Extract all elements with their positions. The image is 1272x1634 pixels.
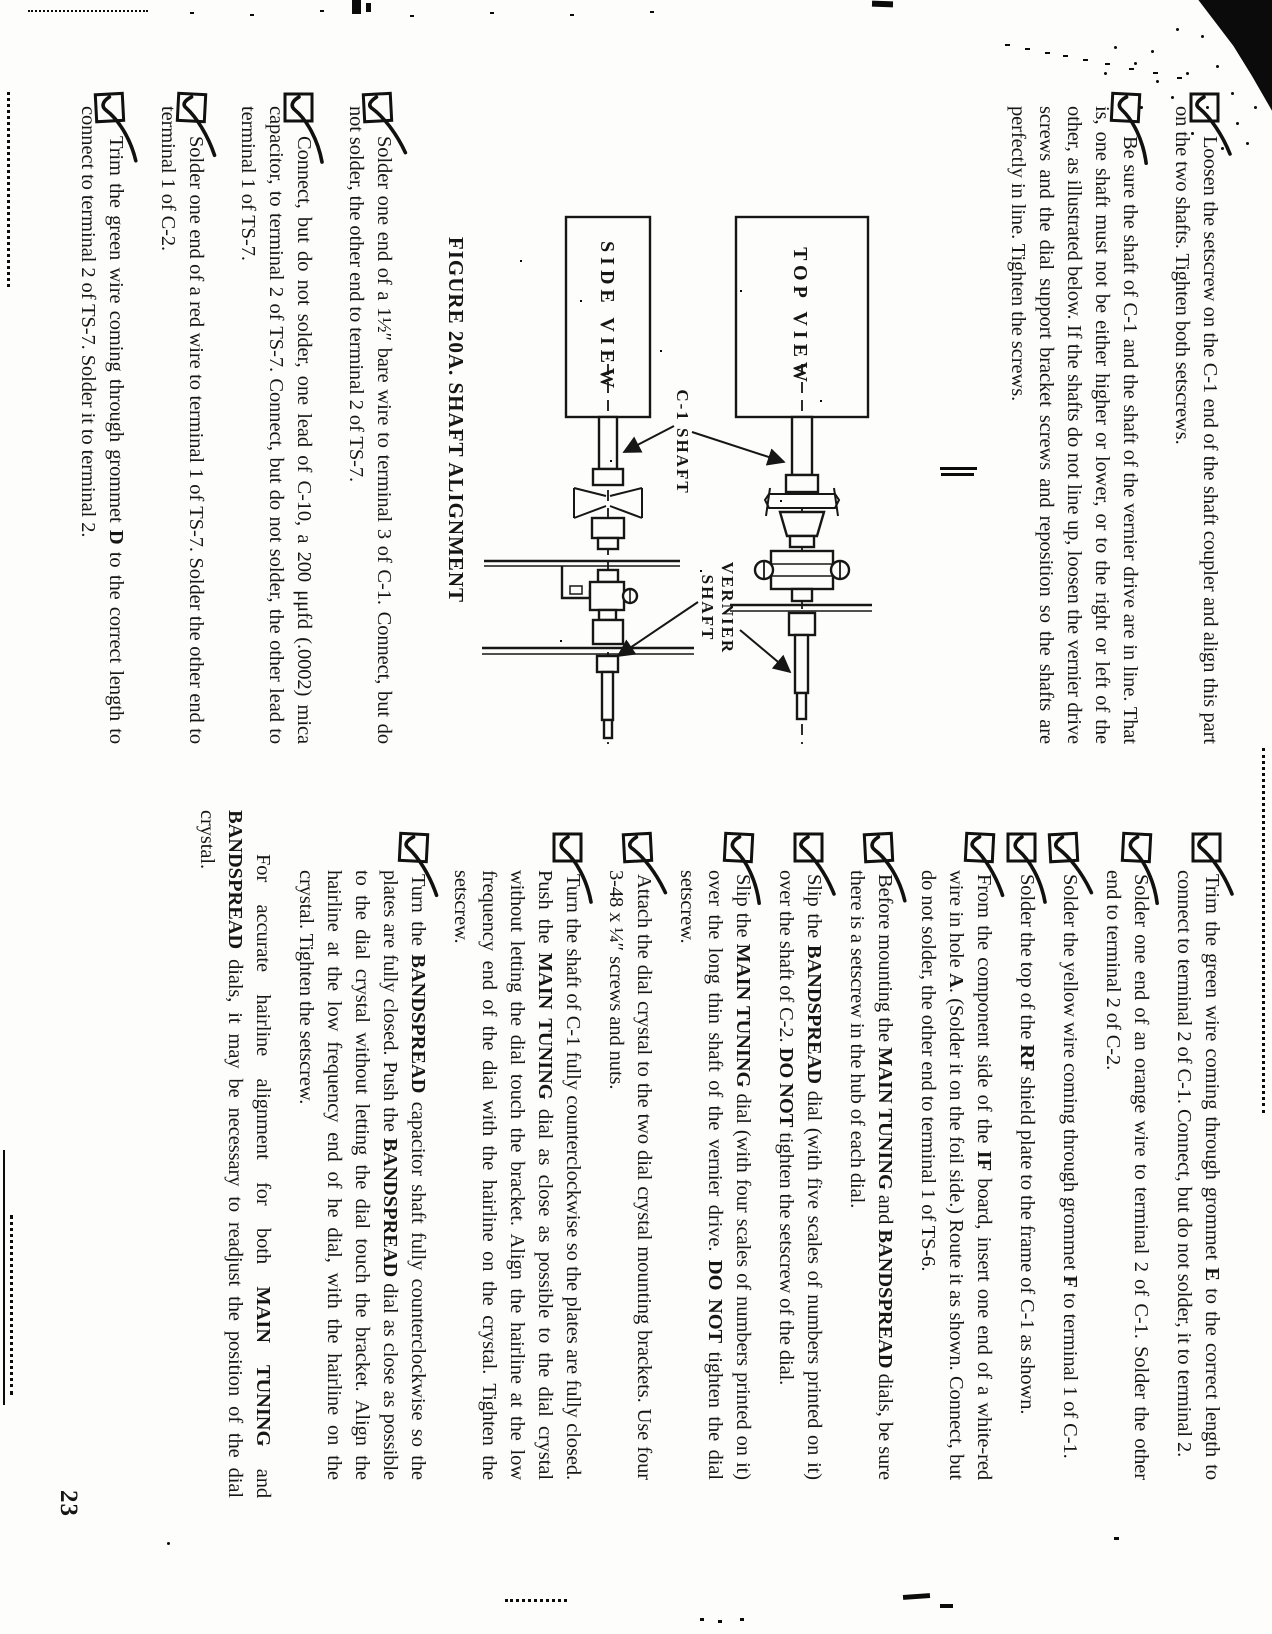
- checklist-step: [1168, 96, 1224, 744]
- checklist-step: [342, 96, 398, 744]
- step-text-segment: shield plate to the frame of C-1 as shown.: [1016, 1071, 1038, 1415]
- step-text-segment: dials, it may be necessary to readjust the position of the dial crystal.: [196, 810, 246, 1498]
- checklist-step: [154, 96, 210, 744]
- top-view-label: TOP VIEW: [789, 247, 811, 387]
- step-text-segment: From the component side of the: [973, 874, 995, 1151]
- shaft-alignment-figure: [472, 96, 980, 744]
- step-text-segment: dial (with five scales of numbers printed on it) over the shaft of C-2.: [775, 870, 825, 1480]
- vernier-shaft-label-line1: VERNIER: [718, 561, 737, 655]
- checklist-step: [447, 836, 587, 1480]
- step-text-segment: dial (with four scales of numbers printed on it) over the long thin shaft of the vernier drive.: [704, 870, 754, 1480]
- scan-artifact-corner-speckle: [1246, 10, 1249, 13]
- step-text-segment: Solder one end of a 1½″ bare wire to terminal 3 of C-1. Connect, but do not solder, the other end to terminal 2 of TS-7.: [345, 106, 395, 744]
- page-number: 23: [55, 1490, 82, 1517]
- step-text-segment: BANDSPREAD: [874, 1229, 896, 1369]
- side-view-label: SIDE VIEW: [596, 241, 618, 393]
- step-text-segment: For accurate hairline alignment for both: [252, 854, 274, 1287]
- figure-caption: FIGURE 20A. SHAFT ALIGNMENT: [444, 236, 468, 604]
- step-text-segment: to terminal 1 of C-1.: [1059, 1287, 1081, 1459]
- step-text-segment: Turn the: [407, 874, 429, 955]
- step-text-segment: Loosen the setscrew on the C-1 end of the shaft coupler and align this part on the two shafts. Tighten both setscrews.: [1171, 106, 1221, 744]
- step-text-segment: board, insert one end of a white-red wire in hole: [945, 870, 995, 1480]
- checklist-step: [1099, 836, 1155, 1480]
- left-column: [50, 96, 1224, 744]
- top-view-c1-shaft: [792, 417, 812, 475]
- checklist-step: [292, 836, 432, 1480]
- step-text-segment: MAIN TUNING: [252, 1286, 274, 1447]
- step-text-segment: and: [874, 1189, 896, 1230]
- step-text-segment: BANDSPREAD: [407, 954, 429, 1094]
- scan-artifact-top-dash-2: [366, 3, 371, 12]
- step-text-segment: MAIN TUNING: [874, 1047, 896, 1190]
- step-text-segment: Solder the yellow wire coming through grommet: [1059, 874, 1081, 1276]
- checklist-step: [1013, 836, 1041, 1480]
- scan-artifact-figure-dots: [520, 260, 522, 262]
- step-text-segment: Trim the green wire coming through grommet: [1201, 874, 1223, 1268]
- step-text-segment: BANDSPREAD: [379, 1138, 401, 1278]
- side-view-c1-shaft: [599, 417, 617, 469]
- vernier-shaft-arrow-top: [740, 630, 790, 672]
- scan-artifact-bottom-dotted: [505, 1599, 567, 1602]
- c1-shaft-arrow-side: [624, 426, 674, 452]
- step-text-segment: Solder one end of an orange wire to terminal 2 of C-1. Solder the other end to terminal 2 of C-2.: [1102, 870, 1152, 1480]
- step-text-segment: capacitor shaft fully counterclockwise so the plates are fully closed. Push the: [379, 870, 429, 1480]
- checklist-step: [602, 836, 658, 1480]
- step-text-segment: . (Solder it on the foil side.) Route it as shown. Connect, but do not solder, the other end to terminal 1 of TS-6.: [917, 870, 967, 1480]
- step-text-segment: A: [945, 973, 967, 988]
- top-view-vernier-shaft: [795, 635, 808, 693]
- step-text-segment: tighten the dial setscrew.: [676, 870, 726, 1480]
- scan-artifact-bottom-dash-2: [940, 1604, 953, 1608]
- scan-artifact-equals-1: [940, 467, 977, 470]
- scan-artifact-left-line: [3, 1150, 5, 1405]
- step-text-segment: Trim the green wire coming through grommet: [105, 136, 127, 530]
- scan-artifact-left-dots-low: [10, 1215, 13, 1395]
- scan-artifact-equals-2: [941, 473, 974, 476]
- step-text-segment: Attach the dial crystal to the two dial crystal mounting brackets. Use four 3-48 x ¼″ screws and nuts.: [605, 870, 655, 1480]
- step-text-segment: Connect, but do not solder, one lead of C-10, a 200 μμfd (.0002) mica capacitor, to terminal 2 of TS-7. Connect, but do not solder, the other lead to terminal 1 of TS-7.: [237, 106, 315, 744]
- step-text-segment: Slip the: [732, 874, 754, 944]
- checklist-step: [74, 96, 130, 744]
- right-column: [173, 810, 1227, 1498]
- step-text-segment: Solder one end of a red wire to terminal 1 of TS-7. Solder the other end to terminal 1 of C-2.: [157, 106, 207, 744]
- step-text-segment: BANDSPREAD: [803, 944, 825, 1084]
- c1-shaft-label: C-1 SHAFT: [673, 389, 692, 495]
- step-text-segment: to the correct length to connect to terminal 2 of TS-7. Solder it to terminal 2.: [77, 106, 127, 744]
- step-text-segment: dial as close as possible to the dial crystal without letting the dial touch the bracket. Align the hairline at the low frequency end of the dial with the hairline on the crystal. Tighten the setscrew.: [450, 870, 556, 1480]
- scan-artifact-top-dash-1: [352, 0, 361, 14]
- c1-shaft-arrow-top: [692, 432, 784, 462]
- alignment-note: [193, 810, 277, 1498]
- left-steps-above-figure: [1004, 96, 1224, 744]
- step-text-segment: F: [1059, 1275, 1081, 1288]
- scan-artifact-speck-2: [1114, 1537, 1119, 1540]
- scan-artifact-top-dots: [28, 10, 148, 12]
- step-text-segment: DO NOT: [704, 1259, 726, 1344]
- step-text-segment: E: [1201, 1267, 1223, 1281]
- step-text-segment: RF: [1016, 1044, 1038, 1072]
- step-text-segment: MAIN TUNING: [732, 943, 754, 1088]
- step-text-segment: DO NOT: [775, 1047, 797, 1128]
- checklist-step: [1056, 836, 1084, 1480]
- scan-artifact-right-dotted: [1262, 748, 1265, 1113]
- step-text-segment: Slip the: [803, 874, 825, 945]
- step-text-segment: IF: [973, 1150, 995, 1171]
- scan-artifact-left-dotted-strip: [7, 92, 10, 287]
- step-text-segment: and: [252, 1446, 274, 1498]
- checklist-step: [1170, 836, 1226, 1480]
- step-text-segment: to the correct length to connect to terminal 2 of C-1. Connect, but do not solder, it to terminal 2.: [1173, 870, 1223, 1480]
- checklist-step: [234, 96, 318, 744]
- left-steps-below-figure: [74, 96, 398, 744]
- vernier-shaft-label-line2: SHAFT: [698, 574, 717, 642]
- scan-artifact-speck-1: [167, 1542, 170, 1545]
- step-text-segment: MAIN TUNING: [534, 952, 556, 1100]
- step-text-segment: Solder the top of the: [1016, 874, 1038, 1045]
- checklist-step: [914, 836, 998, 1480]
- scan-artifact-top-speck-row: [190, 12, 194, 14]
- side-view-vernier-shaft: [602, 672, 613, 720]
- step-text-segment: Turn the shaft of C-1 fully counterclockwise so the plates are fully closed. Push the: [534, 870, 584, 1480]
- figure-drawing: [480, 96, 980, 744]
- scan-artifact-top-dash-3: [872, 1, 893, 8]
- scan-artifact-bottom-dots: [700, 1618, 704, 1621]
- step-text-segment: BANDSPREAD: [224, 810, 246, 950]
- checklist-step: [843, 836, 899, 1480]
- step-text-segment: dials, be sure there is a setscrew in the hub of each dial.: [846, 870, 896, 1480]
- step-text-segment: Be sure the shaft of C-1 and the shaft of the vernier drive are in line. That is, one shaft must not be either higher or lower, or to the right or left of the other, as illustrated below. If the shafts do not line up, loosen the vernier drive screws and the dial support bracket screws and reposition so the shafts are perfectly in line. Tighten the screws.: [1007, 106, 1141, 744]
- scan-artifact-diagonal-dashes: [1005, 44, 1010, 46]
- step-text-segment: dial as close as possible to the dial crystal without letting the dial touch the bracket. Align the hairline at the low frequency end of he dial, with the hairline on the crystal. Tighten the setscrew.: [295, 870, 401, 1480]
- step-text-segment: D: [105, 529, 127, 545]
- checklist-step: [772, 836, 828, 1480]
- step-text-segment: tighten the setscrew of the dial.: [775, 1127, 797, 1386]
- checklist-step: [673, 836, 757, 1480]
- right-steps: [292, 836, 1226, 1480]
- checklist-step: [1004, 96, 1144, 744]
- step-text-segment: Before mounting the: [874, 874, 896, 1048]
